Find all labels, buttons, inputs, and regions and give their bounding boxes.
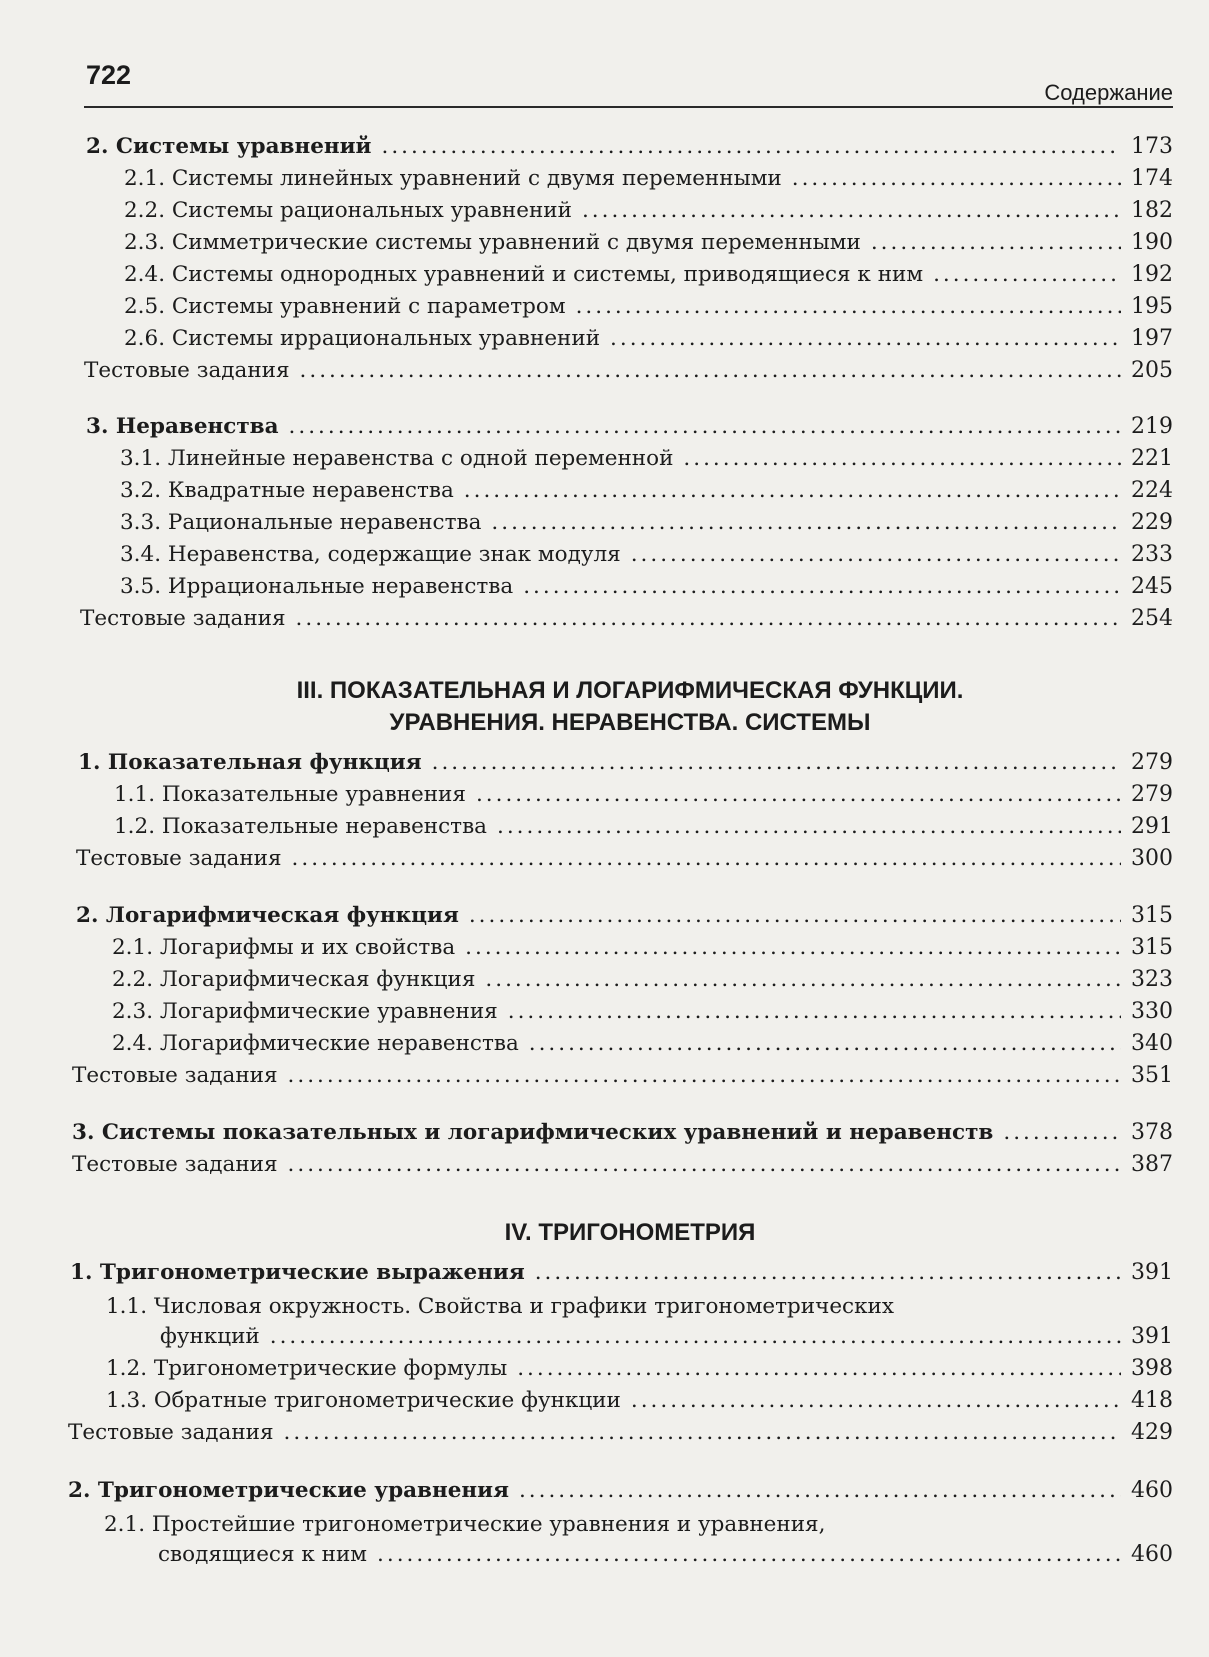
toc-page-number: 300 — [1131, 846, 1173, 871]
toc-leader — [270, 1326, 1121, 1348]
toc-leader — [497, 816, 1121, 838]
part-title-3-line2: УРАВНЕНИЯ. НЕРАВЕНСТВА. СИСТЕМЫ — [389, 709, 871, 736]
toc-entry-title: 3. Системы показательных и логарифмических уравнений и неравенств — [72, 1120, 994, 1145]
toc-leader — [469, 905, 1121, 927]
toc-entry-title: Тестовые задания — [80, 606, 286, 631]
toc-page-number: 391 — [1131, 1324, 1173, 1349]
toc-section[interactable] — [120, 480, 1173, 502]
toc-chapter[interactable] — [86, 136, 1173, 158]
toc-page-number: 174 — [1131, 166, 1173, 191]
toc-leader — [382, 136, 1121, 158]
toc-section[interactable] — [112, 1001, 1173, 1023]
toc-section[interactable] — [124, 328, 1173, 350]
toc-section[interactable] — [120, 512, 1173, 534]
toc-entry-title: Тестовые задания — [72, 1063, 278, 1088]
toc-page-number: 219 — [1131, 414, 1173, 439]
toc-section[interactable] — [106, 1390, 1173, 1412]
toc-leader — [535, 1262, 1121, 1284]
toc-section-line1: 2.1. Простейшие тригонометрические уравнения и уравнения, — [104, 1512, 826, 1537]
toc-leader — [519, 1480, 1121, 1502]
toc-page-number: 460 — [1131, 1478, 1173, 1503]
toc-entry-title: 2.3. Логарифмические уравнения — [112, 999, 498, 1024]
toc-entry-title: 2.3. Симметрические системы уравнений с двумя переменными — [124, 230, 861, 255]
toc-section[interactable] — [112, 969, 1173, 991]
toc-page-number: 460 — [1131, 1542, 1173, 1567]
toc-leader — [288, 1065, 1121, 1087]
toc-entry-title: 2. Тригонометрические уравнения — [68, 1478, 509, 1503]
toc-page-number: 195 — [1131, 294, 1173, 319]
toc-section[interactable] — [124, 200, 1173, 222]
toc-page-number: 398 — [1131, 1356, 1173, 1381]
toc-entry-title: сводящиеся к ним — [158, 1542, 368, 1567]
toc-entry-title: 2.2. Системы рациональных уравнений — [124, 198, 572, 223]
toc-chapter[interactable] — [68, 1480, 1173, 1502]
toc-entry-title: Тестовые задания — [68, 1420, 274, 1445]
toc-entry-title: 3.1. Линейные неравенства с одной переменной — [120, 446, 674, 471]
toc-page-number: 315 — [1131, 935, 1173, 960]
toc-page-number: 173 — [1131, 134, 1173, 159]
toc-page-number: 340 — [1131, 1031, 1173, 1056]
toc-leader — [377, 1544, 1121, 1566]
toc-section[interactable] — [112, 1033, 1173, 1055]
toc-leader — [300, 360, 1121, 382]
toc-leader — [1003, 1122, 1121, 1144]
toc-entry-title: 3.2. Квадратные неравенства — [120, 478, 454, 503]
toc-section[interactable] — [124, 168, 1173, 190]
toc-page-number: 279 — [1131, 750, 1173, 775]
toc-entry-title: 3.5. Иррациональные неравенства — [120, 574, 514, 599]
toc-leader — [576, 296, 1121, 318]
toc-entry-title: 2.4. Логарифмические неравенства — [112, 1031, 519, 1056]
toc-leader — [288, 1154, 1121, 1176]
toc-page-number: 224 — [1131, 478, 1173, 503]
toc-section[interactable] — [114, 816, 1173, 838]
toc-page-number: 323 — [1131, 967, 1173, 992]
toc-page-number: 254 — [1131, 606, 1173, 631]
toc-section[interactable] — [160, 1326, 1173, 1348]
toc-page-number: 418 — [1131, 1388, 1173, 1413]
toc-page-number: 190 — [1131, 230, 1173, 255]
toc-page-number: 351 — [1131, 1063, 1173, 1088]
toc-leader — [631, 1390, 1121, 1412]
toc-entry-title: Тестовые задания — [72, 1152, 278, 1177]
toc-page-number: 245 — [1131, 574, 1173, 599]
toc-section[interactable] — [158, 1544, 1173, 1566]
toc-leader — [508, 1001, 1121, 1023]
toc-page-number: 229 — [1131, 510, 1173, 535]
toc-page-number: 387 — [1131, 1152, 1173, 1177]
toc-entry-title: 2. Логарифмическая функция — [76, 903, 459, 928]
toc-page-number: 182 — [1131, 198, 1173, 223]
toc-chapter[interactable] — [70, 1262, 1173, 1284]
toc-entry-title: 2.4. Системы однородных уравнений и системы, приводящиеся к ним — [124, 262, 924, 287]
toc-leader — [289, 416, 1121, 438]
toc-leader — [683, 448, 1121, 470]
toc-leader — [284, 1422, 1121, 1444]
toc-entry-title: 1.3. Обратные тригонометрические функции — [106, 1388, 621, 1413]
toc-tests[interactable] — [76, 848, 1173, 870]
toc-tests[interactable] — [72, 1154, 1173, 1176]
toc-entry-title: 2. Системы уравнений — [86, 134, 372, 159]
toc-leader — [933, 264, 1121, 286]
part-title-4: IV. ТРИГОНОМЕТРИЯ — [504, 1219, 756, 1246]
toc-leader — [465, 937, 1121, 959]
toc-section[interactable] — [120, 544, 1173, 566]
toc-section[interactable] — [120, 448, 1173, 470]
toc-section[interactable] — [120, 576, 1173, 598]
toc-entry-title: 2.2. Логарифмическая функция — [112, 967, 476, 992]
toc-leader — [476, 784, 1121, 806]
toc-entry-title: 3. Неравенства — [86, 414, 279, 439]
toc-chapter[interactable] — [76, 905, 1173, 927]
toc-page-number: 279 — [1131, 782, 1173, 807]
toc-entry-title: 1.2. Тригонометрические формулы — [106, 1356, 508, 1381]
toc-section[interactable] — [106, 1358, 1173, 1380]
toc-entry-title: 1. Тригонометрические выражения — [70, 1260, 525, 1285]
toc-page-number: 378 — [1131, 1120, 1173, 1145]
toc-leader — [610, 328, 1121, 350]
toc-entry-title: функций — [160, 1324, 260, 1349]
toc-leader — [582, 200, 1121, 222]
toc-leader — [517, 1358, 1121, 1380]
toc-section[interactable] — [124, 264, 1173, 286]
toc-page-number: 221 — [1131, 446, 1173, 471]
toc-page-number: 192 — [1131, 262, 1173, 287]
toc-page-number: 330 — [1131, 999, 1173, 1024]
toc-chapter[interactable] — [72, 1122, 1173, 1144]
toc-entry-title: Тестовые задания — [76, 846, 282, 871]
toc-page-number: 233 — [1131, 542, 1173, 567]
toc-page-number: 391 — [1131, 1260, 1173, 1285]
toc-tests[interactable] — [84, 360, 1173, 382]
toc-leader — [464, 480, 1121, 502]
toc-leader — [485, 969, 1121, 991]
toc-leader — [491, 512, 1121, 534]
running-title: Содержание — [1044, 80, 1173, 105]
toc-entry-title: 2.1. Логарифмы и их свойства — [112, 935, 456, 960]
toc-leader — [529, 1033, 1121, 1055]
toc-leader — [432, 752, 1121, 774]
toc-section[interactable] — [114, 784, 1173, 806]
toc-tests[interactable] — [68, 1422, 1173, 1444]
toc-tests[interactable] — [80, 608, 1173, 630]
toc-section[interactable] — [112, 937, 1173, 959]
toc-leader — [631, 544, 1121, 566]
toc-chapter[interactable] — [78, 752, 1173, 774]
toc-section[interactable] — [124, 296, 1173, 318]
toc-page-number: 291 — [1131, 814, 1173, 839]
toc-page-number: 205 — [1131, 358, 1173, 383]
toc-leader — [523, 576, 1121, 598]
toc-section-line1: 1.1. Числовая окружность. Свойства и графики тригонометрических — [106, 1294, 894, 1319]
part-title-3-line1: III. ПОКАЗАТЕЛЬНАЯ И ЛОГАРИФМИЧЕСКАЯ ФУНКЦИИ. — [296, 677, 964, 704]
toc-entry-title: 1.2. Показательные неравенства — [114, 814, 487, 839]
toc-entry-title: 1. Показательная функция — [78, 750, 422, 775]
toc-entry-title: Тестовые задания — [84, 358, 290, 383]
toc-entry-title: 2.6. Системы иррациональных уравнений — [124, 326, 601, 351]
toc-chapter[interactable] — [86, 416, 1173, 438]
toc-leader — [871, 232, 1121, 254]
toc-page-number: 429 — [1131, 1420, 1173, 1445]
toc-tests[interactable] — [72, 1065, 1173, 1087]
toc-entry-title: 3.4. Неравенства, содержащие знак модуля — [120, 542, 621, 567]
toc-leader — [792, 168, 1121, 190]
toc-leader — [292, 848, 1121, 870]
page-number: 722 — [86, 60, 132, 90]
toc-entry-title: 1.1. Показательные уравнения — [114, 782, 466, 807]
toc-leader — [296, 608, 1121, 630]
toc-page-number: 197 — [1131, 326, 1173, 351]
toc-page-number: 315 — [1131, 903, 1173, 928]
toc-entry-title: 2.5. Системы уравнений с параметром — [124, 294, 566, 319]
toc-entry-title: 3.3. Рациональные неравенства — [120, 510, 482, 535]
toc-section[interactable] — [124, 232, 1173, 254]
toc-entry-title: 2.1. Системы линейных уравнений с двумя переменными — [124, 166, 782, 191]
